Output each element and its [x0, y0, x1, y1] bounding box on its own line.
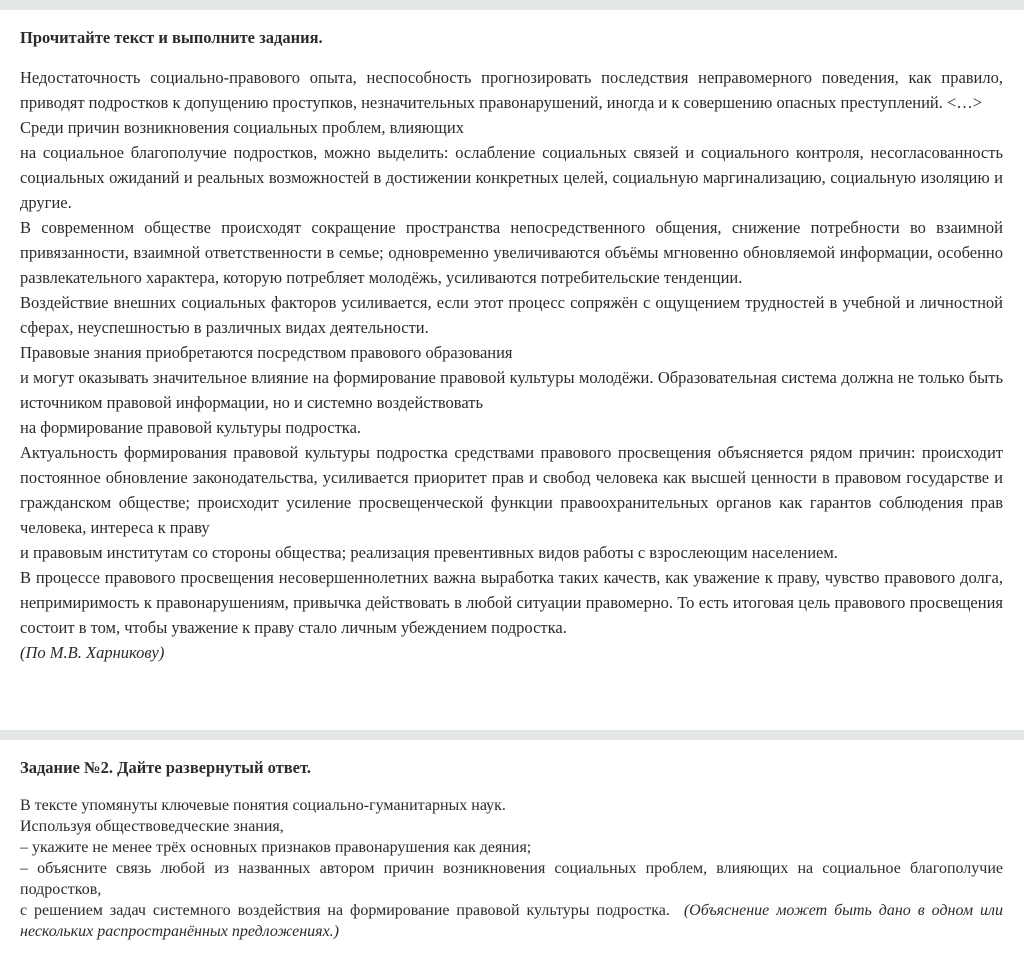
task2-line	[20, 900, 1003, 942]
text-paragraph: и правовым институтам со стороны общества; реализация превентивных видов работы с взрослеющим населением.	[20, 543, 838, 562]
reading-text-section	[20, 27, 1003, 665]
text-paragraph: Среди причин возникновения социальных проблем, влияющих	[20, 118, 464, 137]
text-paragraph: на формирование правовой культуры подростка.	[20, 418, 362, 437]
text-paragraph: Недостаточность социально-правового опыта, неспособность прогнозировать последствия неправомерного поведения, как правило, приводят подростков к допущению проступков, незначительных правонарушений, иногда и к совершению опасных преступлений. <…>	[20, 68, 1003, 112]
task2-last-line: с решением задач системного воздействия на формирование правовой культуры подростка.	[20, 902, 670, 919]
task2-line: Используя обществоведческие знания,	[20, 818, 284, 835]
task2-note: (Объяснение может быть дано в одном или нескольких распространённых предложениях.)	[20, 902, 1004, 940]
task2-line: – укажите не менее трёх основных признаков правонарушения как деяния;	[20, 839, 532, 856]
text-paragraph: В процессе правового просвещения несовершеннолетних важна выработка таких качеств, как уважение к праву, чувство правового долга, непримиримость к правонарушениям, привычка действовать в любой ситуации правомерно. То есть итоговая цель правового просвещения состоит в том, чтобы уважение к праву стало личным убеждением подростка.	[20, 568, 1003, 637]
text-paragraph: Воздействие внешних социальных факторов усиливается, если этот процесс сопряжён с ощущением трудностей в учебной и личностной сферах, неуспешностью в различных видах деятельности.	[20, 293, 1003, 337]
reading-text-body	[20, 65, 1003, 665]
reading-instruction-heading: Прочитайте текст и выполните задания.	[20, 28, 323, 47]
section-divider-band	[0, 730, 1024, 740]
task2-heading: Задание №2. Дайте развернутый ответ.	[20, 758, 311, 777]
text-paragraph: на социальное благополучие подростков, можно выделить: ослабление социальных связей и социального контроля, несогласованность социальных ожиданий и реальных возможностей в достижении конкретных целей, социальную маргинализацию, социальную изоляцию и другие.	[20, 143, 1003, 212]
top-divider-band	[0, 0, 1024, 10]
text-paragraph: Актуальность формирования правовой культуры подростка средствами правового просвещения объясняется рядом причин: происходит постоянное обновление законодательства, усиливается приоритет прав и свобод человека как высшей ценности в правовом государстве и гражданском обществе; происходит усиление просвещенческой функции правоохранительных органов как гарантов соблюдения прав человека, интереса к праву	[20, 443, 1003, 537]
text-source-attribution: (По М.В. Харникову)	[20, 643, 165, 662]
text-paragraph: и могут оказывать значительное влияние на формирование правовой культуры молодёжи. Образовательная система должна не только быть источником правовой информации, но и системно воздействовать	[20, 368, 1003, 412]
task2-body	[20, 795, 1003, 942]
task2-line: В тексте упомянуты ключевые понятия социально-гуманитарных наук.	[20, 797, 506, 814]
text-paragraph: Правовые знания приобретаются посредством правового образования	[20, 343, 513, 362]
task2-line: – объясните связь любой из названных автором причин возникновения социальных проблем, влияющих на социальное благополучие подростков,	[20, 860, 1003, 898]
task2-section	[20, 757, 1003, 942]
text-paragraph: В современном обществе происходят сокращение пространства непосредственного общения, снижение потребности во взаимной привязанности, взаимной ответственности в семье; одновременно увеличиваются объёмы мгновенно обновляемой информации, особенно развлекательного характера, которую потребляет молодёжь, усиливаются потребительские тенденции.	[20, 218, 1003, 287]
